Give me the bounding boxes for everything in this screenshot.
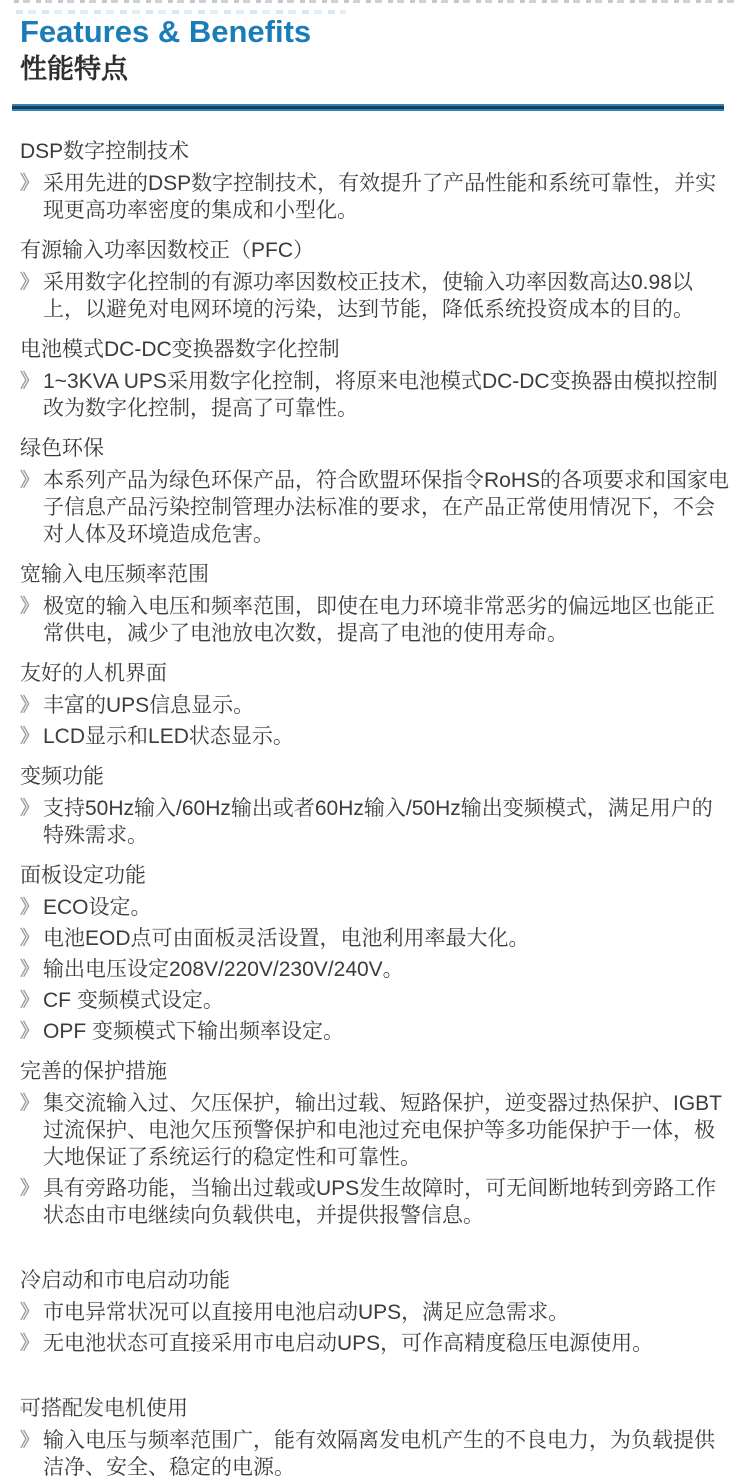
double-chevron-bullet-icon: 》 — [20, 695, 40, 716]
page-title-chinese: 性能特点 — [20, 54, 128, 84]
feature-bullet-text: 市电异常状况可以直接用电池启动UPS，满足应急需求。 — [43, 1301, 570, 1324]
feature-heading: 冷启动和市电启动功能 — [20, 1269, 230, 1292]
feature-bullet-text: 具有旁路功能，当输出过载或UPS发生故障时，可无间断地转到旁路工作状态由市电继续向负载供电，并提供报警信息。 — [43, 1177, 717, 1227]
double-chevron-bullet-icon: 》 — [20, 596, 40, 617]
feature-bullet-text: LCD显示和LED状态显示。 — [43, 725, 294, 748]
feature-section — [20, 138, 732, 224]
page-title-english: Features & Benefits — [20, 14, 312, 49]
feature-heading: 完善的保护措施 — [20, 1060, 167, 1083]
double-chevron-bullet-icon: 》 — [20, 1093, 40, 1114]
double-chevron-bullet-icon: 》 — [20, 959, 40, 980]
feature-bullet — [20, 1175, 732, 1229]
feature-bullet-text: 输入电压与频率范围广，能有效隔离发电机产生的不良电力，为负载提供洁净、安全、稳定的电源。 — [43, 1429, 715, 1479]
feature-bullet — [20, 1427, 732, 1481]
double-chevron-bullet-icon: 》 — [20, 928, 40, 949]
double-chevron-bullet-icon: 》 — [20, 1178, 40, 1199]
feature-bullet-text: 支持50Hz输入/60Hz输出或者60Hz输入/50Hz输出变频模式，满足用户的特殊需求。 — [43, 797, 713, 847]
feature-section — [20, 435, 732, 548]
feature-bullet-text: 输出电压设定208V/220V/230V/240V。 — [43, 958, 404, 981]
feature-bullet — [20, 1090, 732, 1171]
clipped-text-top-secondary — [16, 10, 346, 14]
double-chevron-bullet-icon: 》 — [20, 726, 40, 747]
feature-section — [20, 1267, 732, 1357]
feature-heading: 有源输入功率因数校正（PFC） — [20, 239, 314, 262]
feature-bullet-text: 采用先进的DSP数字控制技术，有效提升了产品性能和系统可靠性，并实现更高功率密度的集成和小型化。 — [43, 172, 717, 222]
feature-section — [20, 763, 732, 849]
clipped-text-top — [14, 0, 736, 3]
feature-heading: 电池模式DC-DC变换器数字化控制 — [20, 338, 340, 361]
feature-bullet — [20, 1299, 732, 1326]
feature-section — [20, 660, 732, 750]
feature-bullet — [20, 894, 732, 921]
feature-section — [20, 561, 732, 647]
feature-bullet — [20, 467, 732, 548]
double-chevron-bullet-icon: 》 — [20, 272, 40, 293]
feature-section — [20, 336, 732, 422]
feature-heading: 宽输入电压频率范围 — [20, 563, 209, 586]
feature-bullet-text: 1~3KVA UPS采用数字化控制，将原来电池模式DC-DC变换器由模拟控制改为数字化控制，提高了可靠性。 — [43, 370, 718, 420]
feature-bullet — [20, 1018, 732, 1045]
double-chevron-bullet-icon: 》 — [20, 470, 40, 491]
feature-bullet — [20, 593, 732, 647]
header-divider-rule — [12, 104, 724, 111]
double-chevron-bullet-icon: 》 — [20, 897, 40, 918]
double-chevron-bullet-icon: 》 — [20, 990, 40, 1011]
feature-bullet — [20, 956, 732, 983]
feature-heading: 可搭配发电机使用 — [20, 1397, 188, 1420]
feature-heading: DSP数字控制技术 — [20, 140, 190, 163]
clipped-text-bottom — [20, 1406, 140, 1411]
feature-bullet — [20, 925, 732, 952]
feature-bullet — [20, 170, 732, 224]
page-header — [0, 0, 750, 111]
feature-bullet — [20, 692, 732, 719]
feature-bullet-text: CF 变频模式设定。 — [43, 989, 224, 1012]
double-chevron-bullet-icon: 》 — [20, 1333, 40, 1354]
double-chevron-bullet-icon: 》 — [20, 173, 40, 194]
features-list — [20, 138, 732, 1481]
feature-section — [20, 862, 732, 1045]
feature-bullet-text: 电池EOD点可由面板灵活设置，电池利用率最大化。 — [43, 927, 530, 950]
feature-heading: 面板设定功能 — [20, 864, 146, 887]
feature-bullet-text: ECO设定。 — [43, 896, 152, 919]
double-chevron-bullet-icon: 》 — [20, 1302, 40, 1323]
double-chevron-bullet-icon: 》 — [20, 371, 40, 392]
feature-heading: 友好的人机界面 — [20, 662, 167, 685]
feature-bullet — [20, 368, 732, 422]
feature-section — [20, 237, 732, 323]
feature-bullet-text: 本系列产品为绿色环保产品，符合欧盟环保指令RoHS的各项要求和国家电子信息产品污染控制管理办法标准的要求，在产品正常使用情况下，不会对人体及环境造成危害。 — [43, 469, 730, 546]
feature-bullet — [20, 269, 732, 323]
feature-bullet-text: 集交流输入过、欠压保护，输出过载、短路保护，逆变器过热保护、IGBT过流保护、电池欠压预警保护和电池过充电保护等多功能保护于一体，极大地保证了系统运行的稳定性和可靠性。 — [43, 1092, 723, 1169]
double-chevron-bullet-icon: 》 — [20, 1021, 40, 1042]
feature-bullet-text: 极宽的输入电压和频率范围，即使在电力环境非常恶劣的偏远地区也能正常供电，减少了电池放电次数，提高了电池的使用寿命。 — [43, 595, 715, 645]
feature-bullet — [20, 1330, 732, 1357]
feature-heading: 变频功能 — [20, 765, 104, 788]
feature-bullet-text: 采用数字化控制的有源功率因数校正技术，使输入功率因数高达0.98以上，以避免对电网环境的污染，达到节能，降低系统投资成本的目的。 — [43, 271, 694, 321]
feature-bullet-text: 丰富的UPS信息显示。 — [43, 694, 255, 717]
feature-bullet-text: 无电池状态可直接采用市电启动UPS，可作高精度稳压电源使用。 — [43, 1332, 654, 1355]
feature-bullet — [20, 987, 732, 1014]
feature-section — [20, 1058, 732, 1229]
feature-heading: 绿色环保 — [20, 437, 104, 460]
feature-bullet — [20, 723, 732, 750]
feature-bullet — [20, 795, 732, 849]
double-chevron-bullet-icon: 》 — [20, 798, 40, 819]
feature-bullet-text: OPF 变频模式下输出频率设定。 — [43, 1020, 345, 1043]
double-chevron-bullet-icon: 》 — [20, 1430, 40, 1451]
